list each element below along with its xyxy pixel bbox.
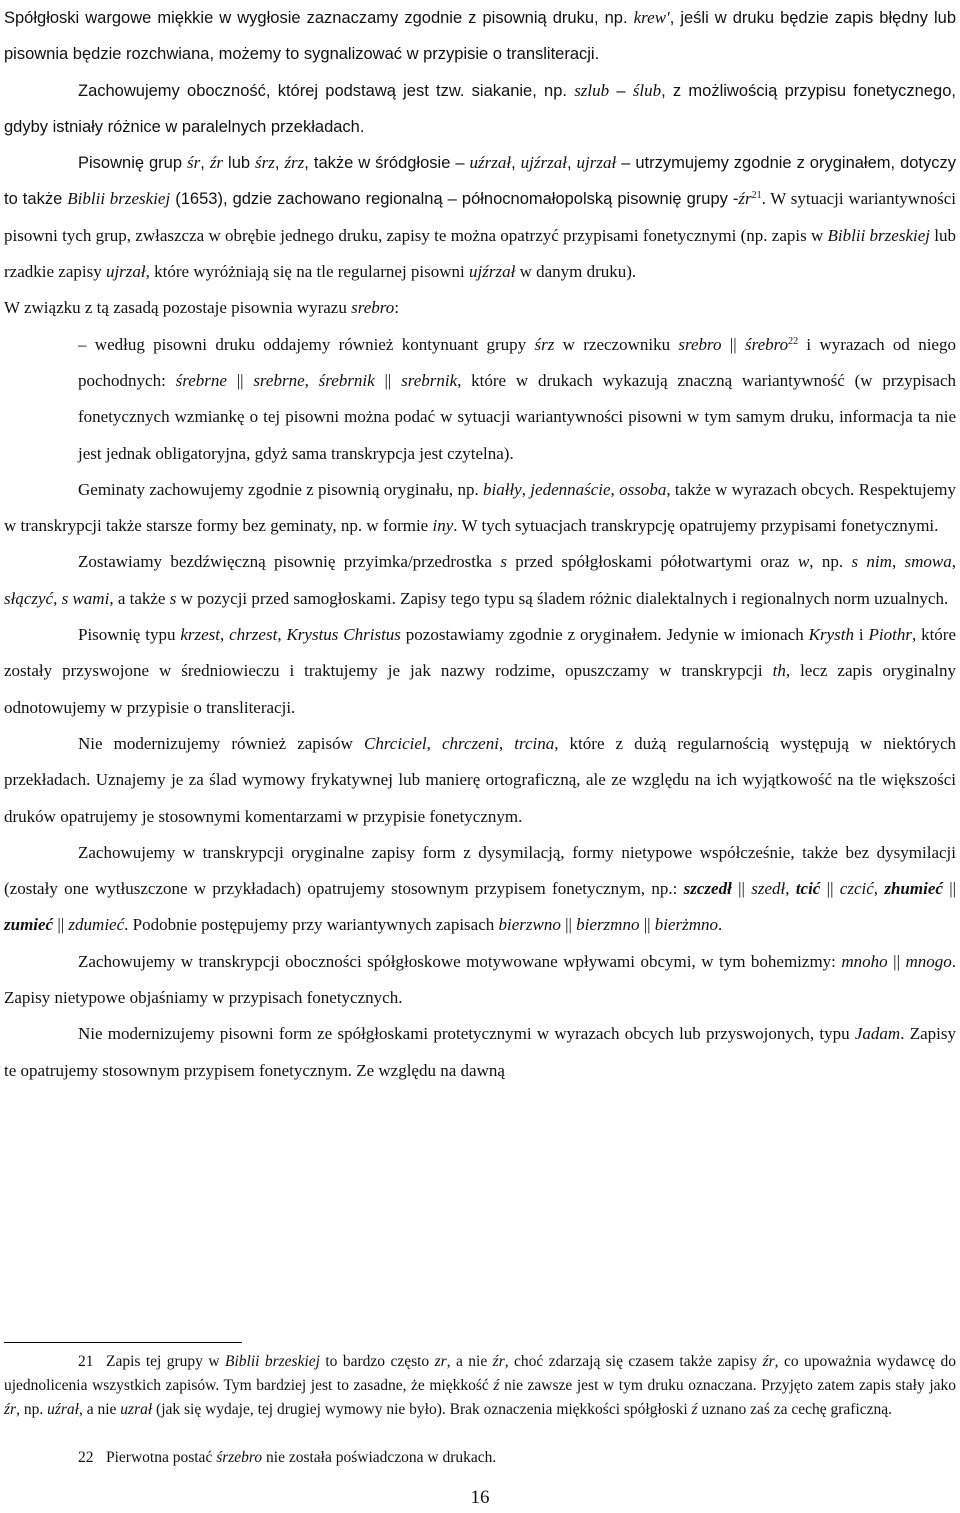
text-run: Zachowujemy oboczność, której podstawą jest tzw. siakanie, np. <box>78 81 575 100</box>
text-run: Nie modernizujemy pisowni form ze spółgłoskami protetycznymi w wyrazach obcych lub przyswojonych, typu <box>78 1024 855 1044</box>
text-run: , co upoważnia wydawcę do ujednolicenia wszystkich zapisów. Tym bardziej jest to zasadne, że miękkość <box>4 1353 956 1394</box>
text-run: , a także <box>109 588 170 608</box>
italic-term: ujrzał <box>105 262 146 282</box>
paragraph-p2 <box>4 73 956 146</box>
text-run: Geminaty zachowujemy zgodnie z pisownią oryginału, np. <box>78 479 484 499</box>
italic-term: białły <box>483 479 522 499</box>
text-run: (jak się wydaje, tej drugiej wymowy nie było). Brak oznaczenia miękkości spółgłoski <box>152 1401 692 1418</box>
italic-term: źr <box>209 153 224 173</box>
text-run: nie zawsze jest w tym druku oznaczana. Przyjęto zatem zapis stały jako <box>499 1377 956 1394</box>
text-run: , <box>498 733 515 753</box>
italic-term: ujrzał <box>576 153 617 173</box>
text-run: , np. <box>809 552 852 572</box>
italic-term: śrebro <box>744 334 789 354</box>
footnote-separator <box>4 1342 242 1343</box>
italic-term: s nim <box>851 552 892 572</box>
text-run: w danym druku). <box>515 262 637 282</box>
text-run: . Zapisy nietypowe objaśniamy w przypisach fonetycznych. <box>4 951 956 1008</box>
text-run: , <box>951 552 957 572</box>
text-run: , <box>220 625 230 645</box>
footnote-reference: 21 <box>751 190 762 202</box>
text-run: uznano zaś za cechę graficzną. <box>697 1401 893 1418</box>
italic-term: zdumieć <box>68 915 125 935</box>
text-run: , <box>785 879 796 899</box>
italic-term: zr <box>434 1353 447 1370</box>
text-run: || <box>639 915 655 935</box>
italic-term: ossoba <box>619 479 667 499</box>
text-run: przed spółgłoskami półotwartymi oraz <box>506 552 798 572</box>
italic-term: śrzebro <box>216 1449 263 1466</box>
text-run: , <box>274 154 285 173</box>
bold-italic-term: szczedł <box>683 879 732 899</box>
text-run: lub rzadkie zapisy <box>4 225 956 282</box>
text-run: Zachowujemy w transkrypcji oboczności spółgłoskowe motywowane wpływami obcymi, w tym bohemizmy: <box>78 951 842 971</box>
italic-term: źr <box>762 1353 775 1370</box>
text-run: , <box>891 552 905 572</box>
italic-term: czcić <box>839 879 874 899</box>
text-run: , a nie <box>446 1353 493 1370</box>
text-run: nie została poświadczona w drukach. <box>262 1449 497 1466</box>
italic-term: th <box>772 661 786 681</box>
text-run: to bardzo często <box>319 1353 435 1370</box>
text-run: Pisownię typu <box>78 625 181 645</box>
text-run: || <box>226 370 254 390</box>
text-run: – utrzymujemy zgodnie z oryginałem, dotyczy to także <box>4 154 956 209</box>
text-run: Nie modernizujemy również zapisów <box>78 733 364 753</box>
italic-term: śrz <box>255 153 275 173</box>
italic-term: źrz <box>284 153 305 173</box>
text-run: , a nie <box>78 1401 121 1418</box>
text-run: || <box>721 334 745 354</box>
body-text <box>4 0 956 1089</box>
italic-term: krew' <box>633 8 670 27</box>
italic-term: źr <box>738 189 752 209</box>
italic-term: s <box>500 552 507 572</box>
text-run: , <box>610 479 620 499</box>
text-run: . W sytuacji wariantywności pisowni tych grup, zwłaszcza w obrębie jednego druku, zapisy te można opatrzyć przypisami fonetycznymi (np. zapis w <box>4 189 956 245</box>
text-run: || <box>53 915 69 935</box>
bold-italic-term: zumieć <box>4 915 54 935</box>
italic-term: szlub <box>574 80 610 100</box>
italic-term: śrz <box>534 334 555 354</box>
italic-term: Krysth <box>808 625 855 645</box>
italic-term: srebro <box>678 334 722 354</box>
text-run: , choć zdarzają się czasem także zapisy <box>504 1353 763 1370</box>
text-run: , lecz zapis oryginalny odnotowujemy w przypisie o transliteracji. <box>4 661 956 717</box>
italic-term: śr <box>187 153 201 173</box>
text-run: . Zapisy te opatrujemy stosownym przypisem fonetycznym. Ze względu na dawną <box>4 1024 956 1080</box>
text-run: – według pisowni druku oddajemy również kontynuant grupy <box>78 334 535 354</box>
italic-term: srebro <box>351 298 395 318</box>
text-run: : <box>394 298 399 318</box>
italic-term: chrzest <box>229 625 278 645</box>
footnote-text <box>106 1449 496 1466</box>
text-run: lub <box>223 154 256 173</box>
italic-term: srebrnik <box>401 370 458 390</box>
italic-term: Chrciciel <box>363 733 427 753</box>
text-run: w rzeczowniku <box>554 334 679 354</box>
italic-term: mnogo <box>905 951 952 971</box>
footnote-22 <box>4 1446 956 1470</box>
italic-term: ujźrzał <box>469 262 516 282</box>
text-run: , <box>426 733 442 753</box>
italic-term: jedennaście <box>530 479 611 499</box>
italic-term: bierżmno <box>654 915 719 935</box>
text-run: Zostawiamy bezdźwięczną pisownię przyimka/przedrostka <box>78 552 501 572</box>
paragraph-p3 <box>4 145 956 290</box>
italic-term: Biblii brzeskiej <box>67 189 171 209</box>
italic-term: srebrne <box>253 370 305 390</box>
italic-term: krzest <box>180 625 220 645</box>
paragraph-p10 <box>4 835 956 944</box>
italic-term: śrebrnik <box>318 370 375 390</box>
text-run: , <box>200 154 210 173</box>
text-run: , <box>873 879 885 899</box>
italic-term: smowa <box>904 552 952 572</box>
text-run: , także w wyrazach obcych. Respektujemy w transkrypcji także starsze formy bez geminaty, np. w formie <box>4 479 957 536</box>
text-run: Pierwotna postać <box>106 1449 217 1466</box>
text-run: , np. <box>16 1401 48 1418</box>
text-run: – <box>609 81 633 100</box>
paragraph-p7 <box>4 544 956 617</box>
text-run: , <box>511 154 521 173</box>
text-run: || <box>942 879 957 899</box>
bold-italic-term: zhumieć <box>884 879 943 899</box>
text-run: , <box>304 370 319 390</box>
footnote-reference: 22 <box>788 335 799 347</box>
text-run: , <box>521 479 531 499</box>
footnote-21 <box>4 1350 956 1422</box>
italic-term: uzrał <box>120 1401 153 1418</box>
page-number: 16 <box>470 1487 490 1508</box>
italic-term: bierzmno <box>576 915 640 935</box>
italic-term: słączyć <box>4 588 54 608</box>
text-run: , które wyróżniają się na tle regularnej pisowni <box>145 262 470 282</box>
italic-term: trcina <box>514 733 555 753</box>
document-page <box>4 0 956 1089</box>
italic-term: ślub <box>632 80 662 100</box>
bold-italic-term: tcić <box>795 879 821 899</box>
text-run: w pozycji przed samogłoskami. Zapisy tego typu są śladem różnic dialektalnych i regionalnych norm uzualnych. <box>176 588 949 608</box>
text-run: Pisownię grup <box>78 154 188 173</box>
text-run: i <box>854 625 869 645</box>
text-run: || <box>887 951 906 971</box>
italic-term: mnoho <box>841 951 888 971</box>
italic-term: szedł <box>751 879 786 899</box>
text-run: . W tych sytuacjach transkrypcję opatrujemy przypisami fonetycznymi. <box>453 516 939 536</box>
text-run: Zapis tej grupy w <box>106 1353 225 1370</box>
paragraph-p9 <box>4 726 956 835</box>
text-run: || <box>820 879 840 899</box>
text-run: , <box>566 154 577 173</box>
italic-term: bierzwno <box>498 915 561 935</box>
italic-term: ź <box>691 1401 698 1418</box>
italic-term: ujźrzał <box>520 153 567 173</box>
text-run: , także w śródgłosie – <box>304 154 470 173</box>
footnote-number: 22 <box>78 1449 94 1466</box>
italic-term: uźrzał <box>469 153 512 173</box>
paragraph-p4 <box>4 290 956 326</box>
text-run: , z możliwością przypisu fonetycznego, gdyby istniały różnice w paralelnych przekładach. <box>4 81 956 136</box>
italic-term: Piothr <box>868 625 912 645</box>
footnote-number: 21 <box>78 1353 94 1370</box>
paragraph-p5 <box>78 327 956 472</box>
text-run: (1653), gdzie zachowano regionalną – północnomałopolską pisownię grupy - <box>170 190 739 209</box>
italic-term: iny <box>432 516 454 536</box>
paragraph-p8 <box>4 617 956 726</box>
text-run: || <box>731 879 752 899</box>
text-run: , które zostały przyswojone w średniowieczu i traktujemy je jak nazwy rodzime, opuszczamy w transkrypcji <box>4 625 957 681</box>
italic-term: w <box>797 552 810 572</box>
italic-term: źr <box>4 1401 17 1418</box>
text-run: pozostawiamy zgodnie z oryginałem. Jedynie w imionach <box>400 625 809 645</box>
text-run: , <box>277 625 287 645</box>
italic-term: s <box>169 588 177 608</box>
text-run: , jeśli w druku będzie zapis błędny lub pisownia będzie rozchwiana, możemy to sygnalizować w przypisie o transliteracji. <box>4 9 956 64</box>
text-run: Spółgłoski wargowe miękkie w wygłosie zaznaczamy zgodnie z pisownią druku, np. <box>4 9 634 27</box>
footnote-text <box>4 1353 956 1418</box>
italic-term: źr <box>492 1353 505 1370</box>
italic-term: Jadam <box>854 1024 901 1044</box>
text-run: W związku z tą zasadą pozostaje pisownia wyrazu <box>4 298 352 318</box>
text-run: , które z dużą regularnością występują w niektórych przekładach. Uznajemy je za ślad wymowy frykatywnej lub manierę ortograficzną, ale ze względu na ich wyjątkowość na tle większości druków opatrujemy je stosownymi komentarzami w przypisie fonetycznym. <box>4 733 957 826</box>
paragraph-p11 <box>4 944 956 1017</box>
italic-term: ź <box>493 1377 500 1394</box>
italic-term: uźrał <box>47 1401 79 1418</box>
text-run: , <box>53 588 62 608</box>
text-run: || <box>560 915 577 935</box>
italic-term: śrebrne <box>175 370 227 390</box>
italic-term: s wami <box>61 588 110 608</box>
text-run: , które w drukach wykazują znaczną wariantywność (w przypisach fonetycznych wzmiankę o tej pisowni można podać w sytuacji wariantywności pisowni w tym samym druku, informacja ta nie jest jednak obligatoryjna, gdyż sama transkrypcja jest czytelna). <box>78 370 956 463</box>
italic-term: chrczeni <box>441 733 499 753</box>
text-run: Zachowujemy w transkrypcji oryginalne zapisy form z dysymilacją, formy nietypowe współcześnie, także bez dysymilacji (zostały one wytłuszczone w przykładach) opatrujemy stosownym przypisem fonetycznym, np.: <box>4 842 956 899</box>
text-run: . Podobnie postępujemy przy wariantywnych zapisach <box>124 915 499 935</box>
text-run: . <box>718 915 723 935</box>
paragraph-p6 <box>4 472 956 545</box>
italic-term: Biblii brzeskiej <box>827 225 930 245</box>
text-run: i wyrazach od niego pochodnych: <box>78 334 956 390</box>
italic-term: Krystus Christus <box>286 625 401 645</box>
text-run: || <box>374 370 402 390</box>
paragraph-p1 <box>4 0 956 73</box>
italic-term: Biblii brzeskiej <box>224 1353 320 1370</box>
paragraph-p12 <box>4 1016 956 1089</box>
